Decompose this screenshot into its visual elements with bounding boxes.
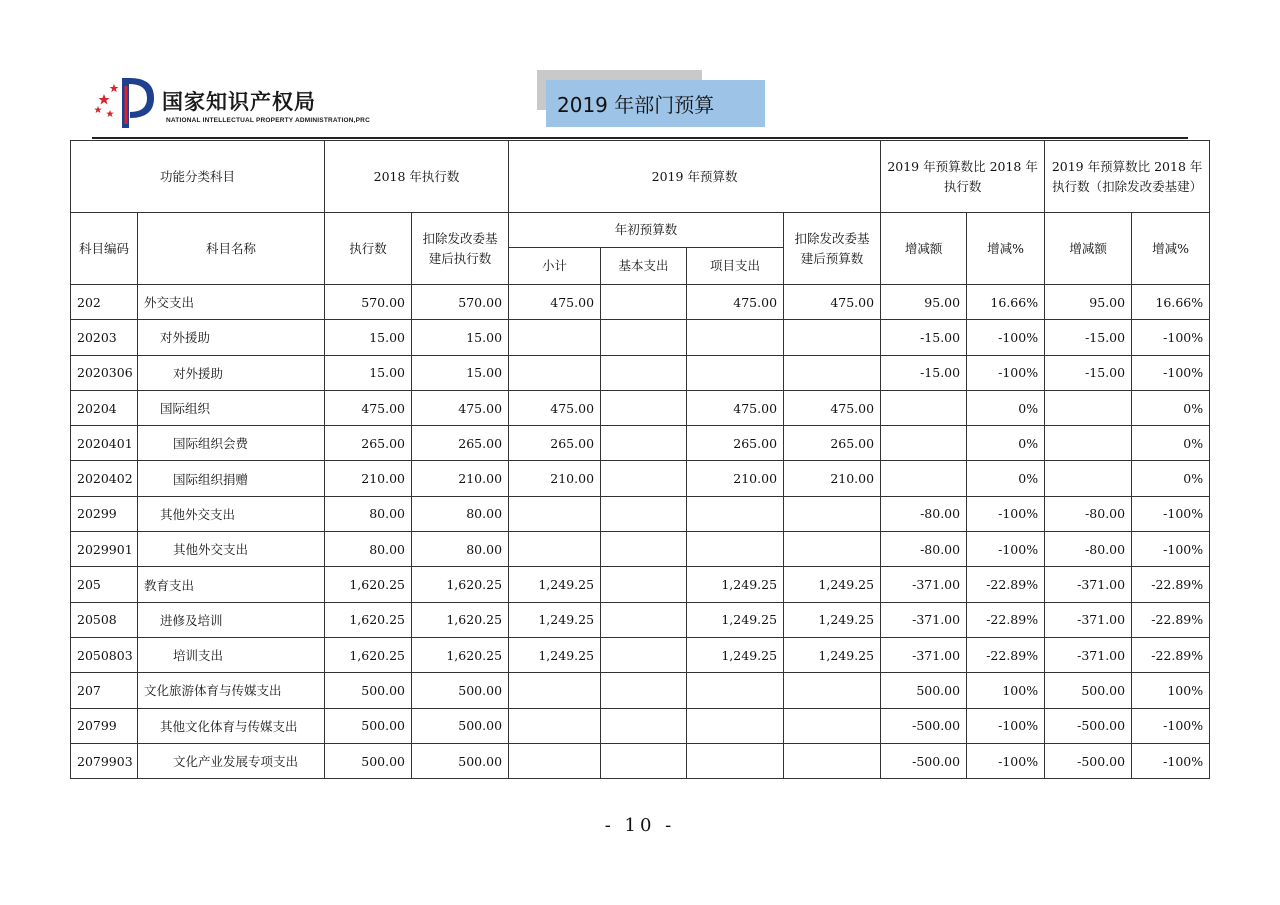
row-execution: 80.00 (325, 496, 412, 531)
row-execution-excl-ndrc: 210.00 (412, 461, 509, 496)
row-change-pct-2: -22.89% (1132, 602, 1210, 637)
row-code: 20799 (71, 708, 138, 743)
row-budget-excl-ndrc: 475.00 (784, 285, 881, 320)
row-code: 2020402 (71, 461, 138, 496)
row-project (687, 532, 784, 567)
row-change-pct-1: -100% (967, 708, 1045, 743)
row-subtotal: 1,249.25 (509, 567, 601, 602)
row-execution: 1,620.25 (325, 637, 412, 672)
row-basic (601, 532, 687, 567)
row-execution-excl-ndrc: 265.00 (412, 426, 509, 461)
row-budget-excl-ndrc (784, 708, 881, 743)
row-change-pct-2: -100% (1132, 320, 1210, 355)
title-banner (546, 80, 765, 127)
row-execution-excl-ndrc: 1,620.25 (412, 602, 509, 637)
row-change-pct-2: 100% (1132, 673, 1210, 708)
table-row (71, 743, 1210, 778)
row-execution: 1,620.25 (325, 567, 412, 602)
row-code: 2020401 (71, 426, 138, 461)
row-basic (601, 673, 687, 708)
row-execution-excl-ndrc: 15.00 (412, 320, 509, 355)
row-change-amount-2: 500.00 (1045, 673, 1132, 708)
page-title: 2019 年部门预算 (557, 93, 715, 117)
row-change-amount-1: 95.00 (881, 285, 967, 320)
row-change-amount-2: 95.00 (1045, 285, 1132, 320)
row-code: 2029901 (71, 532, 138, 567)
row-subtotal: 1,249.25 (509, 602, 601, 637)
header-change-pct-1: 增减% (967, 213, 1045, 285)
table-row (71, 426, 1210, 461)
row-name: 外交支出 (138, 285, 325, 320)
row-change-amount-1: 500.00 (881, 673, 967, 708)
row-execution-excl-ndrc: 1,620.25 (412, 637, 509, 672)
row-change-amount-2: -80.00 (1045, 532, 1132, 567)
logo-chinese-name: 国家知识产权局 (162, 89, 316, 114)
row-subtotal: 475.00 (509, 390, 601, 425)
row-budget-excl-ndrc (784, 673, 881, 708)
row-change-pct-1: -100% (967, 532, 1045, 567)
row-basic (601, 743, 687, 778)
header-compare-2019-vs-2018: 2019 年预算数比 2018 年执行数 (881, 141, 1045, 213)
row-change-pct-2: -22.89% (1132, 567, 1210, 602)
row-change-amount-2 (1045, 426, 1132, 461)
row-code: 20508 (71, 602, 138, 637)
row-project (687, 743, 784, 778)
logo-english-name: NATIONAL INTELLECTUAL PROPERTY ADMINISTRATION,PRC (166, 117, 370, 124)
row-change-amount-1: -371.00 (881, 567, 967, 602)
row-code: 20299 (71, 496, 138, 531)
row-change-amount-2: -371.00 (1045, 602, 1132, 637)
row-change-pct-1: 100% (967, 673, 1045, 708)
row-execution-excl-ndrc: 500.00 (412, 708, 509, 743)
page-number: - 10 - (604, 815, 676, 836)
table-row (71, 461, 1210, 496)
row-name: 培训支出 (138, 637, 325, 672)
row-change-amount-1: -15.00 (881, 355, 967, 390)
row-change-pct-2: -100% (1132, 496, 1210, 531)
table-row (71, 496, 1210, 531)
row-budget-excl-ndrc: 1,249.25 (784, 637, 881, 672)
row-execution-excl-ndrc: 80.00 (412, 496, 509, 531)
row-change-pct-1: 16.66% (967, 285, 1045, 320)
row-project (687, 708, 784, 743)
row-subtotal (509, 355, 601, 390)
row-code: 207 (71, 673, 138, 708)
row-subtotal (509, 673, 601, 708)
row-change-amount-1: -80.00 (881, 532, 967, 567)
header-execution-excl-ndrc: 扣除发改委基建后执行数 (412, 213, 509, 285)
row-execution-excl-ndrc: 570.00 (412, 285, 509, 320)
table-row (71, 637, 1210, 672)
row-budget-excl-ndrc: 265.00 (784, 426, 881, 461)
row-change-amount-1 (881, 461, 967, 496)
row-change-pct-2: -22.89% (1132, 637, 1210, 672)
row-name: 其他外交支出 (138, 496, 325, 531)
row-change-amount-1 (881, 390, 967, 425)
row-change-pct-2: -100% (1132, 532, 1210, 567)
row-project (687, 320, 784, 355)
row-basic (601, 461, 687, 496)
row-change-pct-2: 16.66% (1132, 285, 1210, 320)
row-project (687, 673, 784, 708)
row-change-amount-2: -15.00 (1045, 320, 1132, 355)
row-project: 1,249.25 (687, 567, 784, 602)
header-change-pct-2: 增减% (1132, 213, 1210, 285)
row-project (687, 496, 784, 531)
row-name: 国际组织 (138, 390, 325, 425)
table-row (71, 708, 1210, 743)
row-change-amount-1: -371.00 (881, 637, 967, 672)
header-subject-name: 科目名称 (138, 213, 325, 285)
row-change-amount-1: -371.00 (881, 602, 967, 637)
row-basic (601, 426, 687, 461)
row-budget-excl-ndrc: 210.00 (784, 461, 881, 496)
row-change-amount-2 (1045, 461, 1132, 496)
row-name: 教育支出 (138, 567, 325, 602)
row-code: 2020306 (71, 355, 138, 390)
row-execution-excl-ndrc: 475.00 (412, 390, 509, 425)
table-row (71, 602, 1210, 637)
row-subtotal: 265.00 (509, 426, 601, 461)
header-subject-code: 科目编码 (71, 213, 138, 285)
row-name: 进修及培训 (138, 602, 325, 637)
row-change-pct-2: -100% (1132, 355, 1210, 390)
row-change-pct-1: -100% (967, 355, 1045, 390)
row-basic (601, 637, 687, 672)
row-subtotal: 1,249.25 (509, 637, 601, 672)
row-budget-excl-ndrc (784, 532, 881, 567)
row-execution: 475.00 (325, 390, 412, 425)
row-code: 20204 (71, 390, 138, 425)
row-budget-excl-ndrc (784, 743, 881, 778)
table-row (71, 355, 1210, 390)
row-change-pct-1: -22.89% (967, 567, 1045, 602)
row-project: 475.00 (687, 285, 784, 320)
row-change-pct-1: 0% (967, 426, 1045, 461)
row-change-pct-1: -100% (967, 320, 1045, 355)
row-change-pct-1: -22.89% (967, 637, 1045, 672)
row-change-pct-2: 0% (1132, 461, 1210, 496)
row-code: 202 (71, 285, 138, 320)
header-basic-expenditure: 基本支出 (601, 248, 687, 285)
header-divider (92, 137, 1188, 139)
row-execution: 500.00 (325, 743, 412, 778)
table-row (71, 320, 1210, 355)
header-compare-excl-ndrc: 2019 年预算数比 2018 年执行数（扣除发改委基建） (1045, 141, 1210, 213)
row-execution: 80.00 (325, 532, 412, 567)
row-name: 文化旅游体育与传媒支出 (138, 673, 325, 708)
row-project: 1,249.25 (687, 637, 784, 672)
row-execution: 570.00 (325, 285, 412, 320)
row-change-amount-1 (881, 426, 967, 461)
row-change-pct-1: -100% (967, 743, 1045, 778)
table-row (71, 390, 1210, 425)
row-execution: 15.00 (325, 355, 412, 390)
row-name: 其他外交支出 (138, 532, 325, 567)
header-execution: 执行数 (325, 213, 412, 285)
row-budget-excl-ndrc: 475.00 (784, 390, 881, 425)
row-change-amount-2: -80.00 (1045, 496, 1132, 531)
header-project-expenditure: 项目支出 (687, 248, 784, 285)
agency-logo (92, 72, 412, 134)
row-subtotal (509, 743, 601, 778)
row-change-amount-1: -15.00 (881, 320, 967, 355)
row-change-pct-2: -100% (1132, 708, 1210, 743)
row-change-amount-2: -500.00 (1045, 708, 1132, 743)
row-change-pct-2: 0% (1132, 426, 1210, 461)
budget-table (70, 140, 1210, 779)
row-project: 210.00 (687, 461, 784, 496)
row-change-amount-1: -80.00 (881, 496, 967, 531)
row-execution: 15.00 (325, 320, 412, 355)
table-row (71, 673, 1210, 708)
row-basic (601, 567, 687, 602)
row-project: 265.00 (687, 426, 784, 461)
row-change-pct-1: 0% (967, 461, 1045, 496)
row-project (687, 355, 784, 390)
row-subtotal (509, 532, 601, 567)
header-change-amount-2: 增减额 (1045, 213, 1132, 285)
row-change-pct-1: -100% (967, 496, 1045, 531)
row-change-pct-2: 0% (1132, 390, 1210, 425)
row-execution: 265.00 (325, 426, 412, 461)
row-code: 2050803 (71, 637, 138, 672)
row-subtotal (509, 708, 601, 743)
row-subtotal: 475.00 (509, 285, 601, 320)
row-subtotal (509, 320, 601, 355)
row-basic (601, 390, 687, 425)
row-basic (601, 496, 687, 531)
table-row (71, 532, 1210, 567)
table-row (71, 567, 1210, 602)
row-basic (601, 285, 687, 320)
row-execution: 500.00 (325, 673, 412, 708)
budget-table-body (71, 285, 1210, 779)
header-2019-budget: 2019 年预算数 (509, 141, 881, 213)
row-change-amount-2: -371.00 (1045, 637, 1132, 672)
row-code: 20203 (71, 320, 138, 355)
header-initial-budget: 年初预算数 (509, 213, 784, 248)
row-name: 其他文化体育与传媒支出 (138, 708, 325, 743)
row-execution: 210.00 (325, 461, 412, 496)
row-change-amount-1: -500.00 (881, 743, 967, 778)
row-subtotal: 210.00 (509, 461, 601, 496)
row-basic (601, 602, 687, 637)
row-change-amount-1: -500.00 (881, 708, 967, 743)
header-2018-execution: 2018 年执行数 (325, 141, 509, 213)
row-code: 205 (71, 567, 138, 602)
header-subtotal: 小计 (509, 248, 601, 285)
row-name: 对外援助 (138, 320, 325, 355)
row-budget-excl-ndrc: 1,249.25 (784, 602, 881, 637)
row-execution-excl-ndrc: 15.00 (412, 355, 509, 390)
row-project: 475.00 (687, 390, 784, 425)
row-execution-excl-ndrc: 1,620.25 (412, 567, 509, 602)
row-basic (601, 320, 687, 355)
row-budget-excl-ndrc: 1,249.25 (784, 567, 881, 602)
header-functional-category: 功能分类科目 (71, 141, 325, 213)
row-name: 国际组织会费 (138, 426, 325, 461)
row-subtotal (509, 496, 601, 531)
row-execution: 500.00 (325, 708, 412, 743)
row-change-amount-2: -15.00 (1045, 355, 1132, 390)
row-execution-excl-ndrc: 80.00 (412, 532, 509, 567)
header-change-amount-1: 增减额 (881, 213, 967, 285)
row-name: 文化产业发展专项支出 (138, 743, 325, 778)
row-basic (601, 355, 687, 390)
header-budget-excl-ndrc: 扣除发改委基建后预算数 (784, 213, 881, 285)
logo-emblem-icon (92, 72, 162, 134)
row-name: 对外援助 (138, 355, 325, 390)
row-change-amount-2 (1045, 390, 1132, 425)
table-row (71, 285, 1210, 320)
row-change-amount-2: -500.00 (1045, 743, 1132, 778)
row-change-amount-2: -371.00 (1045, 567, 1132, 602)
row-change-pct-2: -100% (1132, 743, 1210, 778)
row-budget-excl-ndrc (784, 320, 881, 355)
row-project: 1,249.25 (687, 602, 784, 637)
row-budget-excl-ndrc (784, 496, 881, 531)
row-change-pct-1: -22.89% (967, 602, 1045, 637)
row-code: 2079903 (71, 743, 138, 778)
row-execution-excl-ndrc: 500.00 (412, 743, 509, 778)
row-name: 国际组织捐赠 (138, 461, 325, 496)
row-execution-excl-ndrc: 500.00 (412, 673, 509, 708)
row-execution: 1,620.25 (325, 602, 412, 637)
row-change-pct-1: 0% (967, 390, 1045, 425)
row-basic (601, 708, 687, 743)
row-budget-excl-ndrc (784, 355, 881, 390)
